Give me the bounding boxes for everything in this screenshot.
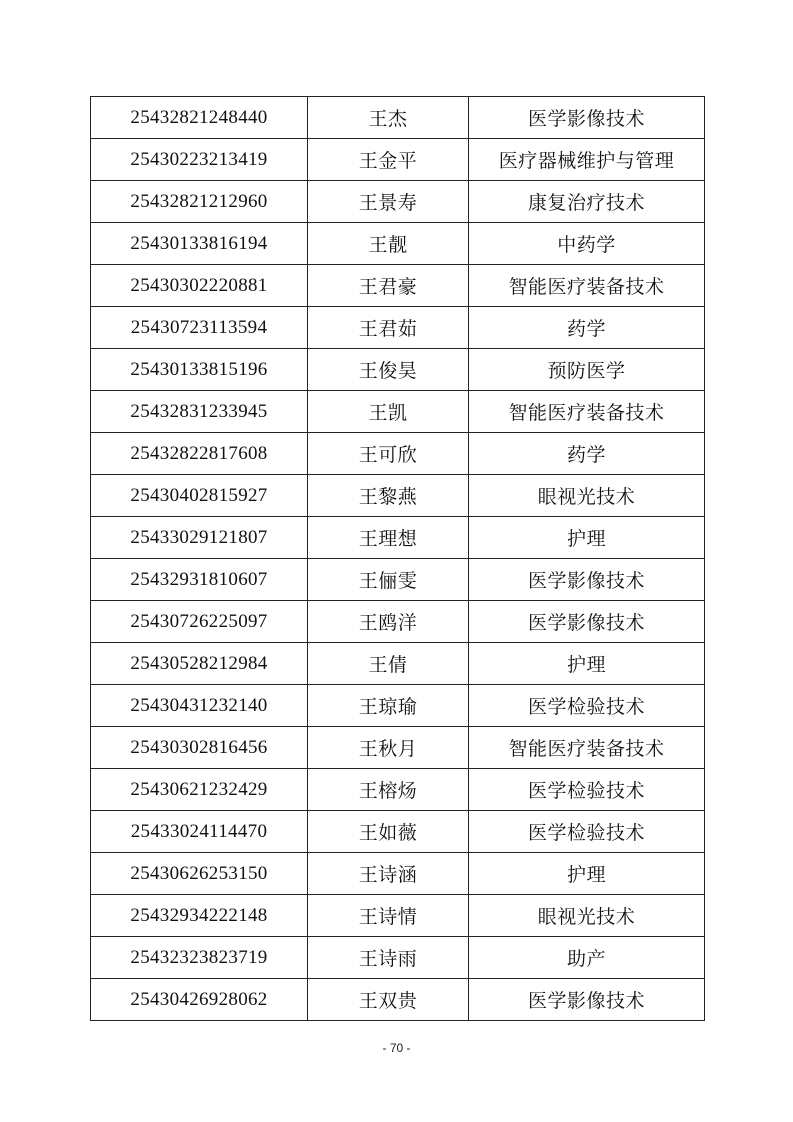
student-name-cell: 王琼瑜 bbox=[308, 685, 469, 727]
student-major-cell: 智能医疗装备技术 bbox=[469, 727, 705, 769]
student-major-cell: 医学影像技术 bbox=[469, 979, 705, 1021]
table-row bbox=[91, 559, 705, 601]
student-major-cell: 药学 bbox=[469, 307, 705, 349]
student-id-cell: 25430426928062 bbox=[91, 979, 308, 1021]
student-id-cell: 25430723113594 bbox=[91, 307, 308, 349]
student-id-cell: 25430133816194 bbox=[91, 223, 308, 265]
student-id-cell: 25432821248440 bbox=[91, 97, 308, 139]
student-name-cell: 王靓 bbox=[308, 223, 469, 265]
student-name-cell: 王君茹 bbox=[308, 307, 469, 349]
student-id-cell: 25433029121807 bbox=[91, 517, 308, 559]
student-major-cell: 智能医疗装备技术 bbox=[469, 391, 705, 433]
student-major-cell: 医学影像技术 bbox=[469, 601, 705, 643]
student-major-cell: 中药学 bbox=[469, 223, 705, 265]
student-id-cell: 25430621232429 bbox=[91, 769, 308, 811]
student-name-cell: 王君豪 bbox=[308, 265, 469, 307]
student-name-cell: 王可欣 bbox=[308, 433, 469, 475]
table-row bbox=[91, 937, 705, 979]
student-major-cell: 康复治疗技术 bbox=[469, 181, 705, 223]
page-number: - 70 - bbox=[382, 1041, 411, 1055]
student-name-cell: 王鸥洋 bbox=[308, 601, 469, 643]
table-row bbox=[91, 811, 705, 853]
student-name-cell: 王诗情 bbox=[308, 895, 469, 937]
table-row bbox=[91, 139, 705, 181]
student-major-cell: 药学 bbox=[469, 433, 705, 475]
student-major-cell: 医学检验技术 bbox=[469, 811, 705, 853]
student-id-cell: 25432831233945 bbox=[91, 391, 308, 433]
student-id-cell: 25430402815927 bbox=[91, 475, 308, 517]
student-name-cell: 王双贵 bbox=[308, 979, 469, 1021]
table-row bbox=[91, 223, 705, 265]
student-name-cell: 王凯 bbox=[308, 391, 469, 433]
student-name-cell: 王金平 bbox=[308, 139, 469, 181]
table-row bbox=[91, 475, 705, 517]
table-row bbox=[91, 853, 705, 895]
student-name-cell: 王俊昊 bbox=[308, 349, 469, 391]
student-major-cell: 医疗器械维护与管理 bbox=[469, 139, 705, 181]
student-id-cell: 25430626253150 bbox=[91, 853, 308, 895]
student-id-cell: 25432822817608 bbox=[91, 433, 308, 475]
student-id-cell: 25430528212984 bbox=[91, 643, 308, 685]
student-id-cell: 25432323823719 bbox=[91, 937, 308, 979]
table-row bbox=[91, 307, 705, 349]
student-name-cell: 王黎燕 bbox=[308, 475, 469, 517]
table-row bbox=[91, 349, 705, 391]
student-major-cell: 眼视光技术 bbox=[469, 475, 705, 517]
student-name-cell: 王倩 bbox=[308, 643, 469, 685]
student-id-cell: 25432934222148 bbox=[91, 895, 308, 937]
student-major-cell: 护理 bbox=[469, 517, 705, 559]
student-name-cell: 王诗雨 bbox=[308, 937, 469, 979]
table-row bbox=[91, 181, 705, 223]
table-row bbox=[91, 265, 705, 307]
student-id-cell: 25430726225097 bbox=[91, 601, 308, 643]
table-row bbox=[91, 433, 705, 475]
student-name-cell: 王理想 bbox=[308, 517, 469, 559]
student-major-cell: 医学影像技术 bbox=[469, 97, 705, 139]
student-id-cell: 25430302220881 bbox=[91, 265, 308, 307]
table-row bbox=[91, 727, 705, 769]
student-id-cell: 25432931810607 bbox=[91, 559, 308, 601]
student-name-cell: 王秋月 bbox=[308, 727, 469, 769]
student-major-cell: 眼视光技术 bbox=[469, 895, 705, 937]
student-major-cell: 医学检验技术 bbox=[469, 769, 705, 811]
student-name-cell: 王景寿 bbox=[308, 181, 469, 223]
student-id-cell: 25433024114470 bbox=[91, 811, 308, 853]
student-table-body bbox=[91, 97, 705, 1021]
student-major-cell: 助产 bbox=[469, 937, 705, 979]
table-row bbox=[91, 517, 705, 559]
student-major-cell: 预防医学 bbox=[469, 349, 705, 391]
student-major-cell: 护理 bbox=[469, 853, 705, 895]
student-name-cell: 王俪雯 bbox=[308, 559, 469, 601]
table-row bbox=[91, 895, 705, 937]
student-major-cell: 医学影像技术 bbox=[469, 559, 705, 601]
table-row bbox=[91, 601, 705, 643]
student-major-cell: 医学检验技术 bbox=[469, 685, 705, 727]
student-name-cell: 王如薇 bbox=[308, 811, 469, 853]
student-name-cell: 王杰 bbox=[308, 97, 469, 139]
student-table bbox=[90, 96, 705, 1021]
table-row bbox=[91, 391, 705, 433]
table-row bbox=[91, 643, 705, 685]
student-id-cell: 25432821212960 bbox=[91, 181, 308, 223]
table-row bbox=[91, 97, 705, 139]
student-name-cell: 王诗涵 bbox=[308, 853, 469, 895]
student-name-cell: 王榕炀 bbox=[308, 769, 469, 811]
student-major-cell: 智能医疗装备技术 bbox=[469, 265, 705, 307]
student-major-cell: 护理 bbox=[469, 643, 705, 685]
student-id-cell: 25430302816456 bbox=[91, 727, 308, 769]
table-row bbox=[91, 979, 705, 1021]
table-row bbox=[91, 685, 705, 727]
student-id-cell: 25430431232140 bbox=[91, 685, 308, 727]
student-id-cell: 25430223213419 bbox=[91, 139, 308, 181]
student-id-cell: 25430133815196 bbox=[91, 349, 308, 391]
table-row bbox=[91, 769, 705, 811]
